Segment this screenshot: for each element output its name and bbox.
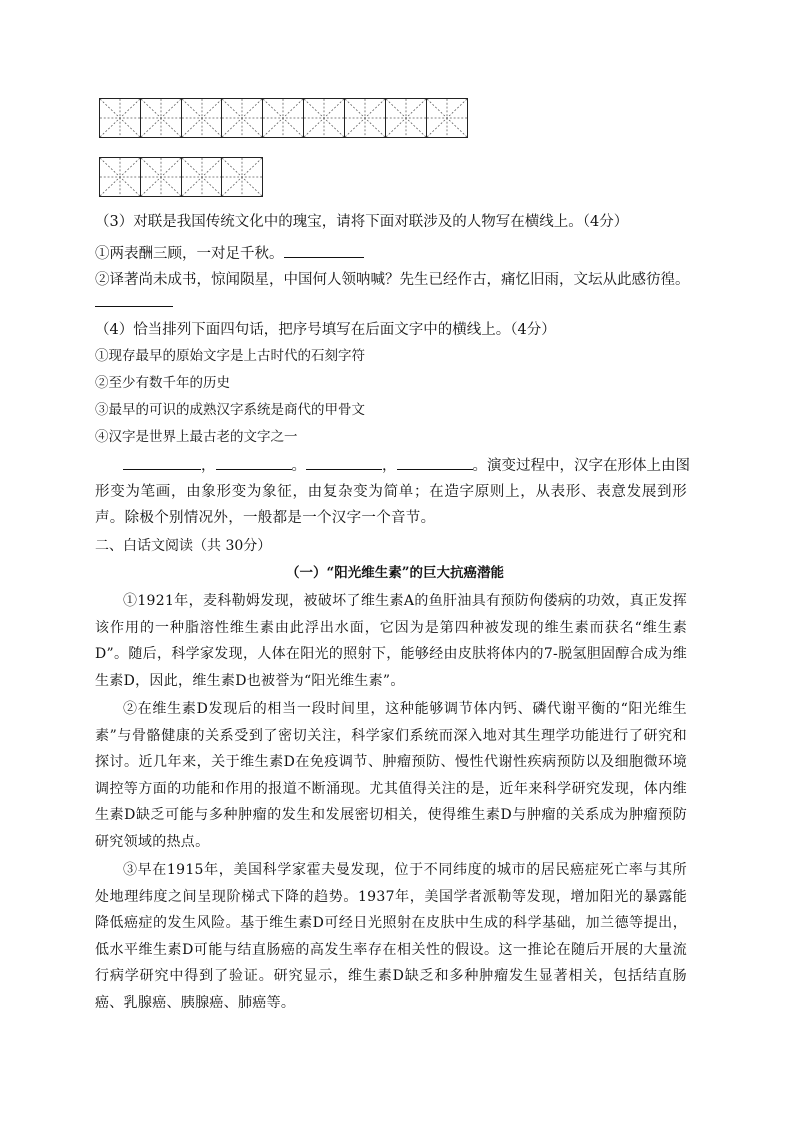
writing-grid-cell[interactable] xyxy=(99,98,141,138)
q3-item-1-row xyxy=(95,243,364,264)
q4-option-3: ③最早的可识的成熟汉字系统是商代的甲骨文 xyxy=(95,402,365,418)
writing-grid-cell[interactable] xyxy=(140,98,182,138)
writing-grid-cell[interactable] xyxy=(385,98,427,138)
q4-blank-4[interactable] xyxy=(397,455,473,470)
q4-option-2: ②至少有数千年的历史 xyxy=(95,375,230,391)
writing-grid-cell[interactable] xyxy=(99,157,141,197)
article-paragraph-1: ①1921年，麦科勒姆发现，被破坏了维生素A的鱼肝油具有预防佝偻病的功效，真正发挥该作用的一种脂溶性维生素由此浮出水面，它因为是第四种被发现的维生素而获名“维生素D”。随后，科学家发现，人体在阳光的照射下，能够经由皮肤将体内的7-脱氢胆固醇合成为维生素D，因此，维生素D也被誉为“阳光维生素”。 xyxy=(95,593,687,689)
q3-prompt: （3）对联是我国传统文化中的瑰宝，请将下面对联涉及的人物写在横线上。（4分） xyxy=(95,214,629,230)
q4-sep-1: ， xyxy=(201,458,216,474)
article-paragraph-3: ③早在1915年，美国科学家霍夫曼发现，位于不同纬度的城市的居民癌症死亡率与其所处地理纬度之间呈现阶梯式下降的趋势。1937年，美国学者派勒等发现，增加阳光的暴露能降低癌症的发生风险。基于维生素D可经日光照射在皮肤中生成的科学基础，加兰德等提出，低水平维生素D可能与结直肠癌的高发生率存在相关性的假设。这一推论在随后开展的大量流行病学研究中得到了验证。研究显示，维生素D缺乏和多种肿瘤发生显著相关，包括结直肠癌、乳腺癌、胰腺癌、肺癌等。 xyxy=(95,862,687,1011)
q4-option-4: ④汉字是世界上最古老的文字之一 xyxy=(95,429,298,445)
writing-grid-row-2 xyxy=(99,157,262,197)
q3-item-1: ①两表酬三顾，一对足千秋。 xyxy=(95,246,284,262)
writing-grid-cell[interactable] xyxy=(181,98,223,138)
q4-prompt: （4）恰当排列下面四句话，把序号填写在后面文字中的横线上。（4分） xyxy=(95,322,556,338)
q4-text-after: 。演变过程中，汉字在形体上由图 xyxy=(472,458,690,474)
writing-grid-cell[interactable] xyxy=(426,98,468,138)
article-title: （一）“阳光维生素”的巨大抗癌潜能 xyxy=(285,565,505,581)
q4-option-1: ①现存最早的原始文字是上古时代的石刻字符 xyxy=(95,348,365,364)
writing-grid-cell[interactable] xyxy=(221,98,263,138)
q4-blank-3[interactable] xyxy=(306,455,382,470)
q4-fill-line xyxy=(123,455,690,476)
q4-sep-2: 。 xyxy=(291,458,306,474)
writing-grid-cell[interactable] xyxy=(140,157,182,197)
q4-blank-2[interactable] xyxy=(216,455,292,470)
writing-grid-cell[interactable] xyxy=(303,98,345,138)
article-paragraph-2: ②在维生素D发现后的相当一段时间里，这种能够调节体内钙、磷代谢平衡的“阳光维生素”与骨骼健康的关系受到了密切关注，科学家们系统而深入地对其生理学功能进行了研究和探讨。近几年来，关于维生素D在免疫调节、肿瘤预防、慢性代谢性疾病预防以及细胞微环境调控等方面的功能和作用的报道不断涌现。尤其值得关注的是，近年来科学研究发现，体内维生素D缺乏可能与多种肿瘤的发生和发展密切相关，使得维生素D与肿瘤的关系成为肿瘤预防研究领域的热点。 xyxy=(95,701,687,850)
q4-text-continued: 形变为笔画，由象形变为象征，由复杂变为简单；在造字原则上，从表形、表意发展到形声。除极个别情况外，一般都是一个汉字一个音节。 xyxy=(95,484,687,526)
writing-grid-cell[interactable] xyxy=(344,98,386,138)
q3-answer-blank-2[interactable] xyxy=(95,292,173,313)
writing-grid-cell[interactable] xyxy=(221,157,263,197)
q4-sep-3: ， xyxy=(382,458,397,474)
writing-grid-cell[interactable] xyxy=(181,157,223,197)
section-2-heading: 二、白话文阅读（共 30分） xyxy=(95,538,272,554)
writing-grid-row-1 xyxy=(99,98,466,138)
q4-blank-1[interactable] xyxy=(123,455,201,470)
writing-grid-cell[interactable] xyxy=(262,98,304,138)
q3-item-2: ②译著尚未成书，惊闻陨星，中国何人领呐喊？先生已经作古，痛忆旧雨，文坛从此感彷徨。 xyxy=(95,272,690,288)
q3-answer-blank-1[interactable] xyxy=(284,243,364,258)
